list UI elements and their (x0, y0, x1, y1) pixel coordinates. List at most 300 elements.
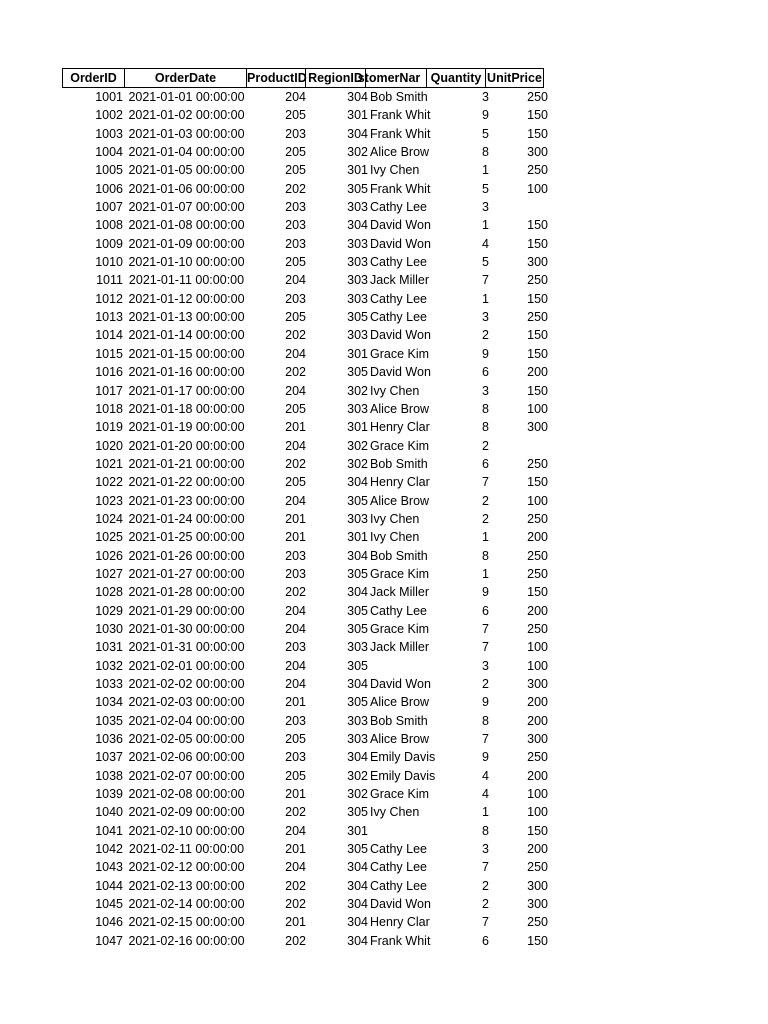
column-header-unitprice[interactable]: UnitPrice (485, 68, 544, 88)
cell-customername[interactable]: David Won (370, 236, 431, 251)
cell-unitprice[interactable]: 300 (527, 255, 548, 270)
cell-orderdate[interactable]: 2021-01-18 00:00:00 (128, 401, 245, 416)
cell-orderdate[interactable]: 2021-01-22 00:00:00 (128, 475, 245, 490)
cell-orderdate[interactable]: 2021-02-05 00:00:00 (128, 732, 245, 747)
cell-productid[interactable]: 204 (285, 658, 306, 673)
cell-quantity[interactable]: 8 (482, 401, 489, 416)
cell-regionid[interactable]: 303 (347, 401, 368, 416)
cell-regionid[interactable]: 301 (347, 823, 368, 838)
cell-orderid[interactable]: 1020 (95, 438, 123, 453)
cell-unitprice[interactable]: 250 (527, 621, 548, 636)
cell-orderdate[interactable]: 2021-01-13 00:00:00 (128, 310, 245, 325)
cell-orderdate[interactable]: 2021-01-08 00:00:00 (128, 218, 245, 233)
cell-productid[interactable]: 202 (285, 878, 306, 893)
cell-orderid[interactable]: 1038 (95, 768, 123, 783)
cell-customername[interactable]: Alice Brow (370, 493, 430, 508)
cell-orderdate[interactable]: 2021-01-27 00:00:00 (128, 566, 245, 581)
cell-orderid[interactable]: 1025 (95, 530, 123, 545)
cell-productid[interactable]: 204 (285, 621, 306, 636)
cell-orderid[interactable]: 1041 (95, 823, 123, 838)
cell-productid[interactable]: 202 (285, 365, 306, 380)
cell-quantity[interactable]: 6 (482, 365, 489, 380)
cell-regionid[interactable]: 303 (347, 236, 368, 251)
cell-productid[interactable]: 205 (285, 732, 306, 747)
cell-quantity[interactable]: 2 (482, 511, 489, 526)
cell-unitprice[interactable]: 100 (527, 640, 548, 655)
cell-quantity[interactable]: 1 (482, 566, 489, 581)
cell-unitprice[interactable]: 300 (527, 732, 548, 747)
cell-orderdate[interactable]: 2021-02-09 00:00:00 (128, 805, 245, 820)
cell-orderid[interactable]: 1031 (95, 640, 123, 655)
cell-unitprice[interactable]: 150 (527, 236, 548, 251)
cell-orderid[interactable]: 1043 (95, 860, 123, 875)
cell-quantity[interactable]: 5 (482, 255, 489, 270)
cell-customername[interactable]: Ivy Chen (370, 511, 420, 526)
cell-unitprice[interactable]: 250 (527, 456, 548, 471)
cell-unitprice[interactable]: 150 (527, 823, 548, 838)
cell-orderid[interactable]: 1027 (95, 566, 123, 581)
cell-quantity[interactable]: 9 (482, 695, 489, 710)
cell-regionid[interactable]: 302 (347, 787, 368, 802)
cell-orderid[interactable]: 1030 (95, 621, 123, 636)
cell-orderdate[interactable]: 2021-01-12 00:00:00 (128, 291, 245, 306)
cell-regionid[interactable]: 305 (347, 493, 368, 508)
cell-orderid[interactable]: 1029 (95, 603, 123, 618)
cell-regionid[interactable]: 305 (347, 603, 368, 618)
cell-customername[interactable]: Frank Whit (370, 126, 431, 141)
cell-customername[interactable]: David Won (370, 218, 431, 233)
column-header-orderid[interactable]: OrderID (62, 68, 125, 88)
cell-customername[interactable]: Alice Brow (370, 145, 430, 160)
cell-unitprice[interactable]: 100 (527, 181, 548, 196)
cell-quantity[interactable]: 4 (482, 768, 489, 783)
cell-orderid[interactable]: 1021 (95, 456, 123, 471)
cell-customername[interactable]: Bob Smith (370, 90, 428, 104)
cell-orderdate[interactable]: 2021-01-23 00:00:00 (128, 493, 245, 508)
cell-orderid[interactable]: 1001 (95, 90, 123, 104)
cell-productid[interactable]: 201 (285, 915, 306, 930)
cell-unitprice[interactable]: 150 (527, 108, 548, 123)
cell-quantity[interactable]: 2 (482, 438, 489, 453)
cell-orderid[interactable]: 1013 (95, 310, 123, 325)
cell-orderdate[interactable]: 2021-01-02 00:00:00 (128, 108, 245, 123)
cell-unitprice[interactable]: 300 (527, 420, 548, 435)
column-header-quantity[interactable]: Quantity (426, 68, 486, 88)
cell-quantity[interactable]: 1 (482, 218, 489, 233)
cell-customername[interactable]: Cathy Lee (370, 255, 427, 270)
cell-regionid[interactable]: 305 (347, 842, 368, 857)
cell-productid[interactable]: 202 (285, 897, 306, 912)
cell-quantity[interactable]: 8 (482, 713, 489, 728)
cell-unitprice[interactable]: 150 (527, 126, 548, 141)
cell-quantity[interactable]: 3 (482, 90, 489, 104)
cell-orderdate[interactable]: 2021-01-30 00:00:00 (128, 621, 245, 636)
cell-orderdate[interactable]: 2021-01-05 00:00:00 (128, 163, 245, 178)
cell-quantity[interactable]: 7 (482, 732, 489, 747)
cell-productid[interactable]: 203 (285, 200, 306, 215)
cell-productid[interactable]: 204 (285, 383, 306, 398)
cell-orderdate[interactable]: 2021-01-10 00:00:00 (128, 255, 245, 270)
cell-orderdate[interactable]: 2021-01-24 00:00:00 (128, 511, 245, 526)
cell-unitprice[interactable] (491, 437, 550, 455)
cell-unitprice[interactable]: 100 (527, 493, 548, 508)
cell-orderdate[interactable]: 2021-02-01 00:00:00 (128, 658, 245, 673)
cell-orderid[interactable]: 1019 (95, 420, 123, 435)
cell-productid[interactable]: 203 (285, 291, 306, 306)
cell-unitprice[interactable]: 200 (527, 768, 548, 783)
cell-customername[interactable]: Bob Smith (370, 548, 428, 563)
cell-regionid[interactable]: 304 (347, 878, 368, 893)
cell-customername[interactable]: Jack Miller (370, 585, 430, 600)
cell-orderid[interactable]: 1014 (95, 328, 123, 343)
cell-regionid[interactable]: 301 (347, 530, 368, 545)
cell-orderid[interactable]: 1037 (95, 750, 123, 765)
cell-quantity[interactable]: 4 (482, 236, 489, 251)
cell-unitprice[interactable]: 200 (527, 530, 548, 545)
cell-productid[interactable]: 205 (285, 310, 306, 325)
cell-orderid[interactable]: 1039 (95, 787, 123, 802)
cell-customername[interactable]: Henry Clar (370, 475, 430, 490)
cell-customername[interactable]: Grace Kim (370, 346, 430, 361)
cell-productid[interactable]: 201 (285, 787, 306, 802)
cell-unitprice[interactable]: 150 (527, 383, 548, 398)
cell-quantity[interactable]: 1 (482, 163, 489, 178)
cell-orderdate[interactable]: 2021-01-28 00:00:00 (128, 585, 245, 600)
cell-unitprice[interactable]: 250 (527, 90, 548, 104)
cell-customername[interactable]: Ivy Chen (370, 805, 420, 820)
cell-productid[interactable]: 203 (285, 218, 306, 233)
cell-orderid[interactable]: 1011 (96, 273, 123, 288)
cell-unitprice[interactable]: 150 (527, 475, 548, 490)
cell-orderid[interactable]: 1002 (95, 108, 123, 123)
cell-quantity[interactable]: 3 (482, 383, 489, 398)
cell-quantity[interactable]: 8 (482, 145, 489, 160)
cell-productid[interactable]: 205 (285, 475, 306, 490)
cell-unitprice[interactable]: 150 (527, 291, 548, 306)
cell-quantity[interactable]: 6 (482, 933, 489, 948)
cell-orderid[interactable]: 1032 (95, 658, 123, 673)
cell-orderdate[interactable]: 2021-01-07 00:00:00 (128, 200, 245, 215)
cell-quantity[interactable]: 1 (482, 805, 489, 820)
cell-orderid[interactable]: 1006 (95, 181, 123, 196)
cell-regionid[interactable]: 304 (347, 897, 368, 912)
cell-productid[interactable]: 201 (285, 842, 306, 857)
cell-quantity[interactable]: 2 (482, 677, 489, 691)
cell-customername[interactable]: David Won (370, 328, 431, 343)
cell-productid[interactable]: 204 (285, 493, 306, 508)
cell-orderdate[interactable]: 2021-02-14 00:00:00 (128, 897, 245, 912)
cell-productid[interactable]: 201 (285, 695, 306, 710)
cell-regionid[interactable]: 304 (347, 750, 368, 765)
cell-regionid[interactable]: 301 (347, 420, 368, 435)
cell-quantity[interactable]: 9 (482, 108, 489, 123)
cell-unitprice[interactable]: 300 (527, 897, 548, 912)
cell-orderid[interactable]: 1009 (95, 236, 123, 251)
cell-orderid[interactable]: 1028 (95, 585, 123, 600)
cell-productid[interactable]: 201 (285, 530, 306, 545)
cell-productid[interactable]: 203 (285, 640, 306, 655)
cell-orderdate[interactable]: 2021-02-12 00:00:00 (128, 860, 245, 875)
cell-customername[interactable]: Alice Brow (370, 401, 430, 416)
cell-customername[interactable]: Cathy Lee (370, 310, 427, 325)
cell-quantity[interactable]: 2 (482, 878, 489, 893)
cell-regionid[interactable]: 301 (347, 346, 368, 361)
cell-orderid[interactable]: 1035 (95, 713, 123, 728)
cell-customername[interactable]: Grace Kim (370, 621, 430, 636)
cell-orderdate[interactable]: 2021-02-10 00:00:00 (128, 823, 245, 838)
cell-regionid[interactable]: 303 (347, 732, 368, 747)
cell-productid[interactable]: 205 (285, 145, 306, 160)
cell-quantity[interactable]: 3 (482, 842, 489, 857)
cell-productid[interactable]: 202 (285, 456, 306, 471)
cell-customername[interactable]: Cathy Lee (370, 860, 427, 875)
cell-orderid[interactable]: 1015 (95, 346, 123, 361)
cell-orderdate[interactable]: 2021-02-11 00:00:00 (128, 842, 245, 857)
cell-orderdate[interactable]: 2021-01-26 00:00:00 (128, 548, 245, 563)
cell-regionid[interactable]: 303 (347, 273, 368, 288)
cell-orderdate[interactable]: 2021-01-20 00:00:00 (128, 438, 245, 453)
cell-customername[interactable]: Cathy Lee (370, 200, 427, 215)
cell-orderid[interactable]: 1016 (95, 365, 123, 380)
cell-regionid[interactable]: 304 (347, 915, 368, 930)
cell-productid[interactable]: 203 (285, 566, 306, 581)
cell-customername[interactable]: Jack Miller (370, 273, 430, 288)
cell-orderid[interactable]: 1033 (95, 677, 123, 691)
cell-regionid[interactable]: 303 (347, 511, 368, 526)
cell-customername[interactable]: Ivy Chen (370, 383, 420, 398)
cell-productid[interactable]: 205 (285, 401, 306, 416)
cell-quantity[interactable]: 2 (482, 328, 489, 343)
cell-orderdate[interactable]: 2021-01-01 00:00:00 (128, 90, 245, 104)
cell-regionid[interactable]: 305 (347, 566, 368, 581)
cell-regionid[interactable]: 305 (347, 695, 368, 710)
cell-quantity[interactable]: 5 (482, 181, 489, 196)
cell-orderid[interactable]: 1018 (95, 401, 123, 416)
cell-regionid[interactable]: 302 (347, 438, 368, 453)
cell-quantity[interactable]: 6 (482, 603, 489, 618)
cell-orderdate[interactable]: 2021-01-29 00:00:00 (128, 603, 245, 618)
cell-quantity[interactable]: 1 (482, 291, 489, 306)
cell-customername[interactable]: Alice Brow (370, 695, 430, 710)
cell-regionid[interactable]: 302 (347, 456, 368, 471)
cell-orderdate[interactable]: 2021-01-04 00:00:00 (128, 145, 245, 160)
cell-orderid[interactable]: 1017 (95, 383, 123, 398)
cell-unitprice[interactable]: 250 (527, 548, 548, 563)
cell-orderid[interactable]: 1023 (95, 493, 123, 508)
cell-quantity[interactable]: 9 (482, 585, 489, 600)
cell-orderid[interactable]: 1012 (95, 291, 123, 306)
cell-unitprice[interactable]: 150 (527, 218, 548, 233)
cell-customername[interactable]: Frank Whit (370, 933, 431, 948)
cell-customername[interactable]: Henry Clar (370, 915, 430, 930)
cell-productid[interactable]: 203 (285, 713, 306, 728)
cell-orderdate[interactable]: 2021-01-11 00:00:00 (128, 273, 245, 288)
cell-productid[interactable]: 203 (285, 750, 306, 765)
cell-productid[interactable]: 205 (285, 255, 306, 270)
cell-regionid[interactable]: 305 (347, 805, 368, 820)
cell-orderid[interactable]: 1007 (95, 200, 123, 215)
cell-customername[interactable]: Ivy Chen (370, 530, 420, 545)
cell-quantity[interactable]: 1 (482, 530, 489, 545)
cell-unitprice[interactable]: 200 (527, 695, 548, 710)
cell-unitprice[interactable]: 200 (527, 842, 548, 857)
cell-customername[interactable]: Cathy Lee (370, 291, 427, 306)
cell-orderid[interactable]: 1046 (95, 915, 123, 930)
cell-quantity[interactable]: 3 (482, 310, 489, 325)
cell-customername[interactable]: Emily Davis (370, 750, 436, 765)
cell-customername[interactable]: Frank Whit (370, 108, 431, 123)
cell-regionid[interactable]: 304 (347, 677, 368, 691)
cell-customername[interactable]: Bob Smith (370, 456, 428, 471)
cell-unitprice[interactable]: 300 (527, 677, 548, 691)
cell-orderdate[interactable]: 2021-02-08 00:00:00 (128, 787, 245, 802)
cell-orderdate[interactable]: 2021-01-21 00:00:00 (128, 456, 245, 471)
cell-orderdate[interactable]: 2021-02-04 00:00:00 (128, 713, 245, 728)
cell-customername[interactable]: Grace Kim (370, 787, 430, 802)
cell-orderid[interactable]: 1022 (95, 475, 123, 490)
cell-regionid[interactable]: 303 (347, 640, 368, 655)
cell-regionid[interactable]: 305 (347, 365, 368, 380)
cell-unitprice[interactable]: 150 (527, 328, 548, 343)
cell-orderid[interactable]: 1026 (95, 548, 123, 563)
cell-orderdate[interactable]: 2021-01-09 00:00:00 (128, 236, 245, 251)
cell-productid[interactable]: 204 (285, 90, 306, 104)
cell-regionid[interactable]: 304 (347, 933, 368, 948)
cell-quantity[interactable]: 7 (482, 273, 489, 288)
cell-unitprice[interactable]: 250 (527, 860, 548, 875)
cell-quantity[interactable]: 6 (482, 456, 489, 471)
cell-regionid[interactable]: 304 (347, 218, 368, 233)
cell-productid[interactable]: 204 (285, 438, 306, 453)
cell-customername[interactable]: Grace Kim (370, 566, 430, 581)
cell-regionid[interactable]: 303 (347, 255, 368, 270)
cell-productid[interactable]: 202 (285, 585, 306, 600)
cell-orderid[interactable]: 1047 (95, 933, 123, 948)
cell-productid[interactable]: 201 (285, 511, 306, 526)
cell-quantity[interactable]: 9 (482, 346, 489, 361)
cell-productid[interactable]: 205 (285, 108, 306, 123)
cell-quantity[interactable]: 7 (482, 860, 489, 875)
cell-quantity[interactable]: 7 (482, 621, 489, 636)
cell-quantity[interactable]: 8 (482, 548, 489, 563)
cell-unitprice[interactable] (491, 198, 550, 216)
cell-unitprice[interactable]: 250 (527, 511, 548, 526)
cell-orderid[interactable]: 1005 (95, 163, 123, 178)
cell-customername[interactable] (369, 822, 431, 840)
cell-productid[interactable]: 203 (285, 236, 306, 251)
cell-regionid[interactable]: 304 (347, 126, 368, 141)
cell-unitprice[interactable]: 100 (527, 401, 548, 416)
column-header-orderdate[interactable]: OrderDate (124, 68, 247, 88)
cell-regionid[interactable]: 303 (347, 291, 368, 306)
cell-quantity[interactable]: 7 (482, 475, 489, 490)
cell-orderid[interactable]: 1003 (95, 126, 123, 141)
column-header-customername[interactable]: stomerNar (365, 68, 427, 88)
cell-unitprice[interactable]: 200 (527, 713, 548, 728)
cell-customername[interactable]: Grace Kim (370, 438, 430, 453)
cell-orderdate[interactable]: 2021-01-19 00:00:00 (128, 420, 245, 435)
cell-customername[interactable]: David Won (370, 897, 431, 912)
cell-customername[interactable]: David Won (370, 365, 431, 380)
cell-orderid[interactable]: 1008 (95, 218, 123, 233)
cell-productid[interactable]: 202 (285, 805, 306, 820)
cell-quantity[interactable]: 7 (482, 915, 489, 930)
cell-customername[interactable]: Alice Brow (370, 732, 430, 747)
cell-orderdate[interactable]: 2021-01-25 00:00:00 (128, 530, 245, 545)
cell-orderdate[interactable]: 2021-02-07 00:00:00 (128, 768, 245, 783)
cell-regionid[interactable]: 305 (347, 181, 368, 196)
cell-regionid[interactable]: 304 (347, 90, 368, 104)
cell-quantity[interactable]: 3 (482, 200, 489, 215)
cell-regionid[interactable]: 302 (347, 145, 368, 160)
cell-productid[interactable]: 203 (285, 126, 306, 141)
cell-quantity[interactable]: 4 (482, 787, 489, 802)
cell-unitprice[interactable]: 150 (527, 933, 548, 948)
cell-orderdate[interactable]: 2021-01-16 00:00:00 (128, 365, 245, 380)
cell-orderdate[interactable]: 2021-02-15 00:00:00 (128, 915, 245, 930)
cell-regionid[interactable]: 303 (347, 713, 368, 728)
cell-orderdate[interactable]: 2021-01-06 00:00:00 (128, 181, 245, 196)
cell-quantity[interactable]: 5 (482, 126, 489, 141)
cell-unitprice[interactable]: 150 (527, 346, 548, 361)
cell-orderdate[interactable]: 2021-01-03 00:00:00 (128, 126, 245, 141)
cell-regionid[interactable]: 301 (347, 108, 368, 123)
cell-unitprice[interactable]: 100 (527, 658, 548, 673)
cell-customername[interactable]: Emily Davis (370, 768, 436, 783)
cell-regionid[interactable]: 303 (347, 200, 368, 215)
cell-unitprice[interactable]: 200 (527, 365, 548, 380)
cell-orderdate[interactable]: 2021-02-13 00:00:00 (128, 878, 245, 893)
cell-regionid[interactable]: 303 (347, 328, 368, 343)
cell-regionid[interactable]: 304 (347, 585, 368, 600)
cell-regionid[interactable]: 305 (347, 658, 368, 673)
cell-regionid[interactable]: 304 (347, 548, 368, 563)
cell-quantity[interactable]: 2 (482, 897, 489, 912)
column-header-productid[interactable]: ProductID (246, 68, 306, 88)
cell-orderid[interactable]: 1010 (95, 255, 123, 270)
cell-orderdate[interactable]: 2021-02-16 00:00:00 (128, 933, 245, 948)
cell-orderdate[interactable]: 2021-01-17 00:00:00 (128, 383, 245, 398)
cell-regionid[interactable]: 302 (347, 768, 368, 783)
cell-unitprice[interactable]: 250 (527, 273, 548, 288)
cell-productid[interactable]: 202 (285, 933, 306, 948)
cell-orderid[interactable]: 1045 (95, 897, 123, 912)
cell-customername[interactable]: Cathy Lee (370, 603, 427, 618)
cell-orderdate[interactable]: 2021-01-15 00:00:00 (128, 346, 245, 361)
cell-customername[interactable]: Cathy Lee (370, 878, 427, 893)
cell-orderdate[interactable]: 2021-02-03 00:00:00 (128, 695, 245, 710)
cell-orderdate[interactable]: 2021-01-14 00:00:00 (128, 328, 245, 343)
cell-orderdate[interactable]: 2021-01-31 00:00:00 (128, 640, 245, 655)
cell-productid[interactable]: 205 (285, 768, 306, 783)
column-header-regionid[interactable]: RegionID (305, 68, 366, 88)
cell-productid[interactable]: 204 (285, 823, 306, 838)
cell-unitprice[interactable]: 150 (527, 585, 548, 600)
cell-unitprice[interactable]: 300 (527, 878, 548, 893)
cell-orderid[interactable]: 1024 (95, 511, 123, 526)
cell-productid[interactable]: 202 (285, 181, 306, 196)
cell-customername[interactable]: Frank Whit (370, 181, 431, 196)
cell-customername[interactable]: Jack Miller (370, 640, 430, 655)
cell-quantity[interactable]: 3 (482, 658, 489, 673)
cell-productid[interactable]: 204 (285, 860, 306, 875)
cell-productid[interactable]: 204 (285, 677, 306, 691)
cell-regionid[interactable]: 305 (347, 310, 368, 325)
cell-orderid[interactable]: 1044 (95, 878, 123, 893)
cell-unitprice[interactable]: 300 (527, 145, 548, 160)
cell-productid[interactable]: 204 (285, 273, 306, 288)
cell-productid[interactable]: 202 (285, 328, 306, 343)
